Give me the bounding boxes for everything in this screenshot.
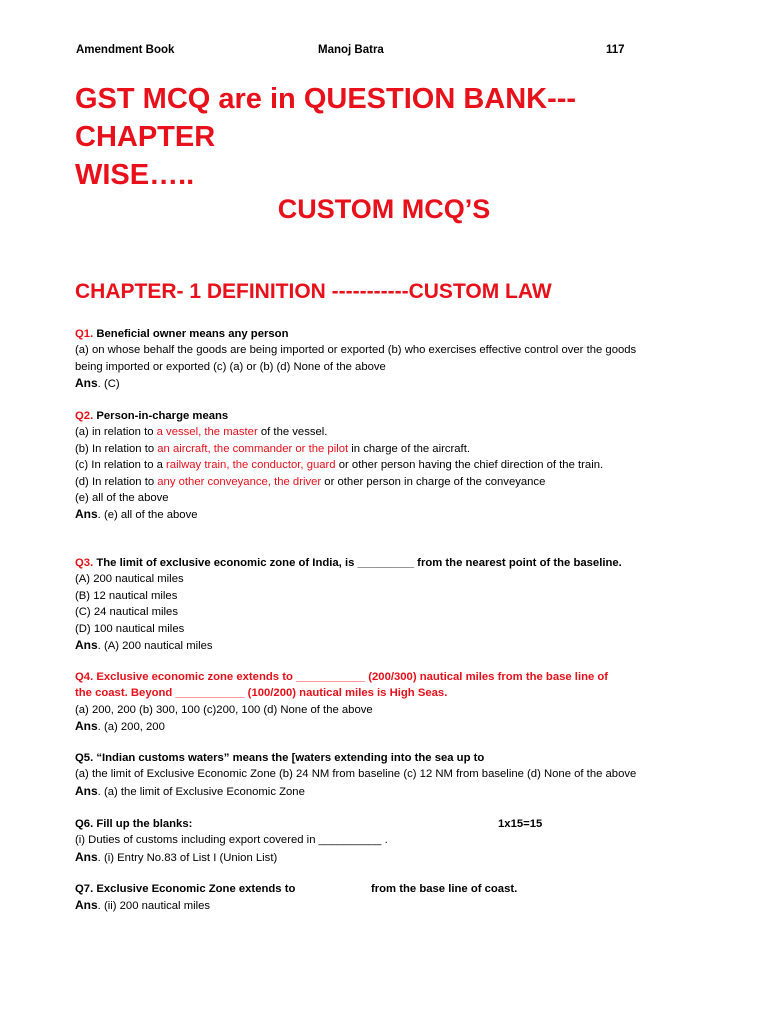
question-3-stem: The limit of exclusive economic zone of India, is _________ from the nearest point of the baseline. [93, 557, 622, 569]
question-1-text [75, 326, 695, 342]
option-d-prefix: (d) In relation to [75, 475, 158, 488]
question-6-answer-text: . (i) Entry No.83 of List I (Union List) [97, 851, 278, 864]
answer-label: Ans [75, 898, 98, 913]
section-heading: CUSTOM MCQ’S [277, 194, 491, 224]
option-c-prefix: (c) In relation to a [75, 459, 167, 472]
question-4 [75, 669, 695, 736]
question-4-answer [75, 718, 695, 735]
question-2-answer [75, 506, 695, 523]
option-b-highlight: an aircraft, the commander or the pilot [157, 442, 349, 455]
question-6 [75, 816, 695, 866]
question-1-options-1: (a) on whose behalf the goods are being imported or exported (b) who exercises effective control over the goods [75, 344, 637, 357]
question-2-answer-text: . (e) all of the above [97, 509, 198, 522]
question-3-option-a: (A) 200 nautical miles [75, 573, 184, 586]
option-a-highlight: a vessel, the master [156, 426, 258, 439]
answer-label: Ans [75, 638, 98, 653]
option-a-prefix: (a) in relation to [75, 426, 157, 439]
answer-label: Ans [75, 849, 98, 864]
question-7-answer-text: . (ii) 200 nautical miles [97, 900, 211, 913]
question-1-answer [75, 375, 695, 392]
question-4-line-2: the coast. Beyond ___________ (100/200) nautical miles is High Seas. [75, 687, 448, 700]
question-4-line-1: Q4. Exclusive economic zone extends to ___________ (200/300) nautical miles from the base line of [75, 671, 609, 683]
question-1-number: Q1. [75, 328, 94, 340]
option-d-highlight: any other conveyance, the driver [157, 475, 322, 488]
question-3-number: Q3. [75, 557, 94, 569]
option-c-highlight: railway train, the conductor, guard [166, 459, 336, 472]
question-7 [75, 881, 695, 915]
question-7-text [75, 881, 695, 897]
question-7-answer [75, 897, 695, 914]
question-3-answer-text: . (A) 200 nautical miles [97, 640, 213, 653]
question-5-answer [75, 783, 695, 800]
option-b-prefix: (b) In relation to [75, 442, 158, 455]
question-7-stem: Q7. Exclusive Economic Zone extends to [75, 883, 296, 895]
answer-label: Ans [75, 507, 98, 522]
question-1 [75, 326, 695, 393]
question-1-options-2: being imported or exported (c) (a) or (b) (d) None of the above [75, 360, 386, 373]
question-1-answer-text: . (C) [97, 378, 120, 391]
question-6-item: (i) Duties of customs including export covered in __________ . [75, 834, 388, 847]
question-3-answer [75, 637, 695, 654]
option-d-suffix: or other person in charge of the conveyance [321, 475, 546, 488]
question-7-stem-end: from the base line of coast. [371, 883, 518, 895]
main-heading [75, 80, 695, 194]
question-2-stem: Person-in-charge means [93, 410, 229, 422]
question-5-answer-text: . (a) the limit of Exclusive Economic Zone [97, 785, 305, 798]
main-heading-line-1: GST MCQ are in QUESTION BANK--- CHAPTER [75, 83, 577, 153]
question-3-text [75, 555, 695, 571]
question-6-marks: 1x15=15 [498, 818, 543, 830]
question-5-text: Q5. “Indian customs waters” means the [waters extending into the sea up to [75, 752, 485, 764]
option-b-suffix: in charge of the aircraft. [348, 442, 470, 455]
option-a-suffix: of the vessel. [257, 426, 328, 439]
answer-label: Ans [75, 376, 98, 391]
question-5-options: (a) the limit of Exclusive Economic Zone (b) 24 NM from baseline (c) 12 NM from baseline (d) None of the above [75, 768, 637, 781]
question-2-option-c [75, 457, 695, 473]
question-2-option-b [75, 441, 695, 457]
question-3 [75, 555, 695, 654]
header-book-title: Amendment Book [76, 44, 175, 56]
answer-label: Ans [75, 783, 98, 798]
main-heading-line-2: WISE….. [75, 159, 195, 191]
question-2-option-e: (e) all of the above [75, 492, 169, 505]
question-3-option-c: (C) 24 nautical miles [75, 606, 178, 619]
header-author: Manoj Batra [318, 44, 384, 56]
question-3-option-d: (D) 100 nautical miles [75, 622, 185, 635]
answer-label: Ans [75, 719, 98, 734]
question-6-text [75, 816, 695, 832]
option-c-suffix: or other person having the chief direction of the train. [335, 459, 604, 472]
question-4-answer-text: . (a) 200, 200 [97, 721, 165, 734]
question-3-option-b: (B) 12 nautical miles [75, 589, 178, 602]
question-4-options: (a) 200, 200 (b) 300, 100 (c)200, 100 (d) None of the above [75, 703, 373, 716]
question-2-number: Q2. [75, 410, 94, 422]
question-2-option-a [75, 424, 695, 440]
question-1-stem: Beneficial owner means any person [93, 328, 289, 340]
question-6-answer [75, 849, 695, 866]
page-header [76, 44, 636, 60]
chapter-heading: CHAPTER- 1 DEFINITION -----------CUSTOM LAW [75, 280, 552, 303]
question-6-stem: Q6. Fill up the blanks: [75, 818, 193, 830]
question-5 [75, 750, 695, 800]
question-2-text [75, 408, 695, 424]
header-page-number: 117 [606, 44, 625, 56]
question-2 [75, 408, 695, 524]
question-2-option-d [75, 474, 695, 490]
